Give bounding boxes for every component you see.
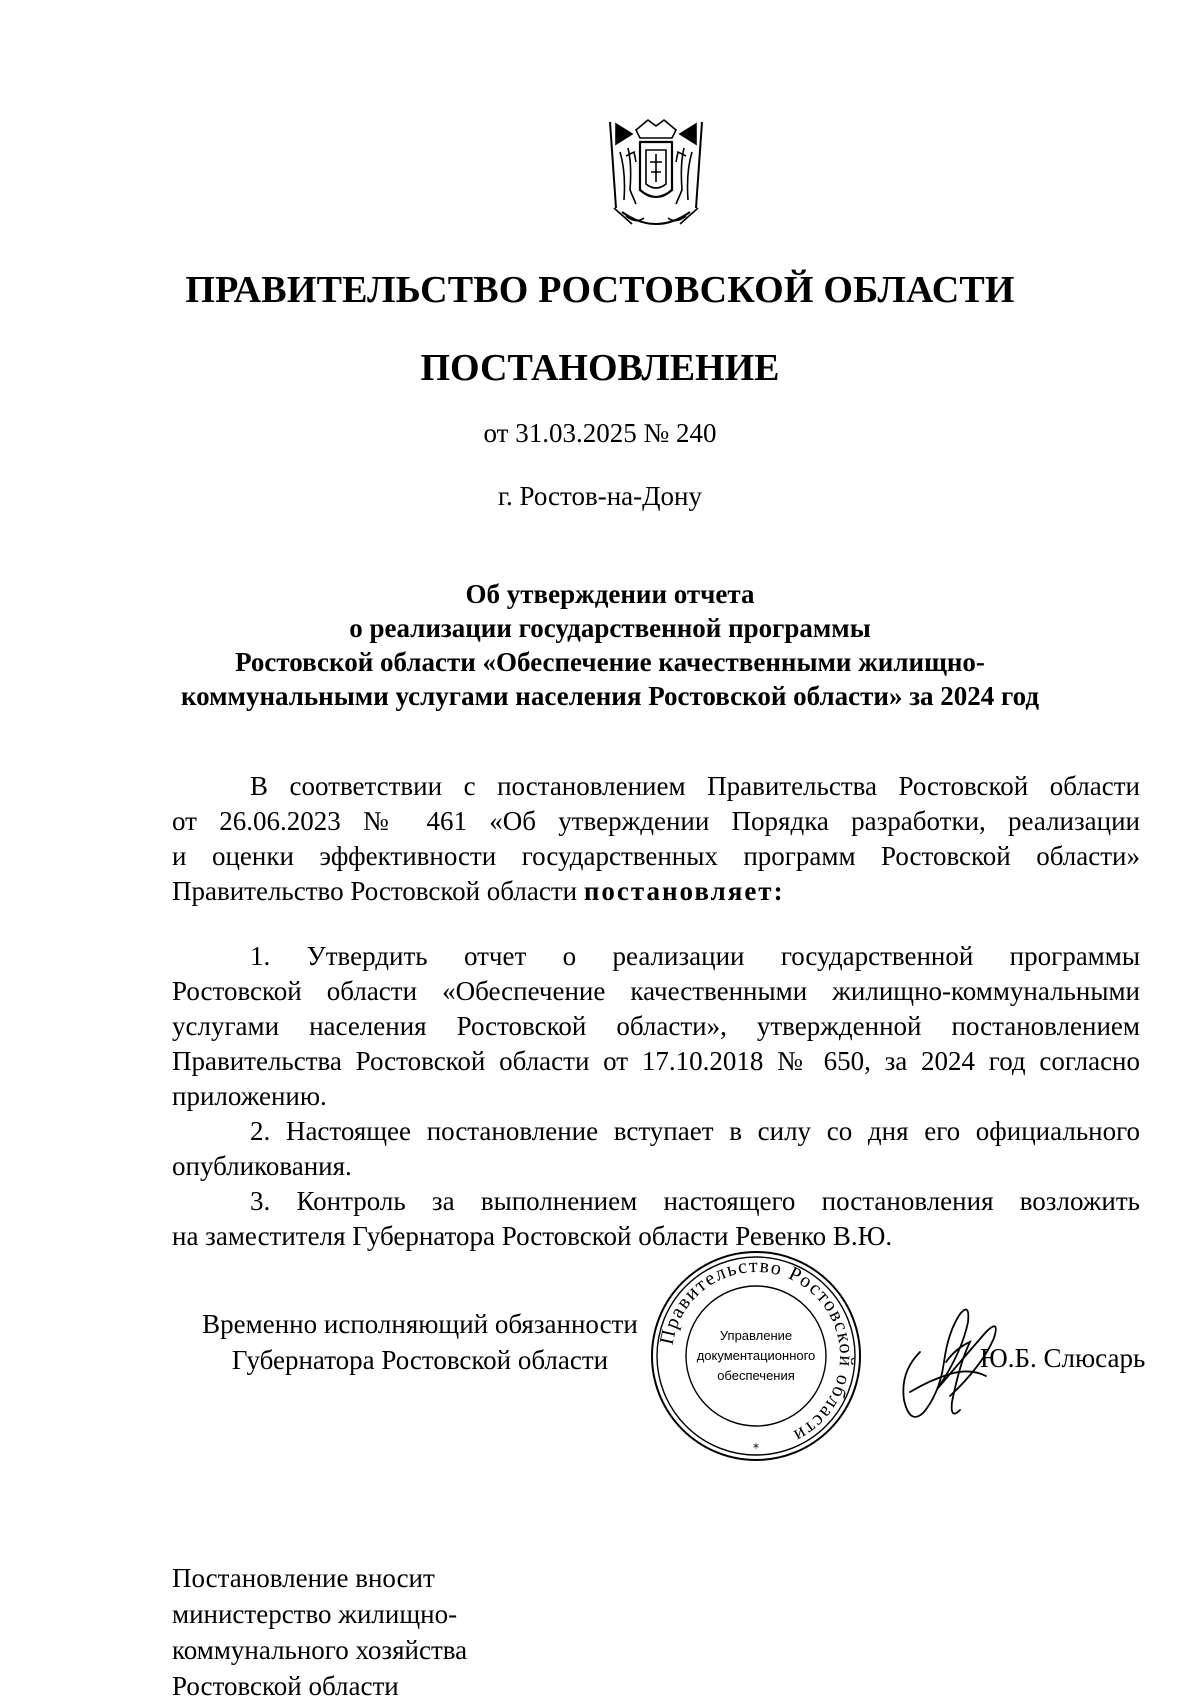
- stamp-center-line: документационного: [696, 1348, 816, 1363]
- title-line: о реализации государственной программы: [349, 613, 871, 643]
- stamp-ring-text: Правительство Ростовской области: [655, 1254, 858, 1448]
- resolves-word: постановляет:: [583, 876, 785, 906]
- title-line: Об утверждении отчета: [465, 579, 755, 609]
- position-line: Губернатора Ростовской области: [231, 1345, 609, 1375]
- document-title: [150, 577, 1070, 713]
- document-date-number: от 31.03.2025 № 240: [483, 418, 717, 448]
- footer-line: Ростовской области: [172, 1671, 399, 1701]
- item-2-line: опубликования.: [172, 1151, 352, 1181]
- item-2-line: 2. Настоящее постановление вступает в силу со дня его официального: [250, 1116, 1140, 1146]
- intro-line: В соответствии с постановлением Правительства Ростовской области: [250, 771, 1140, 801]
- footer-line: Постановление вносит: [172, 1563, 435, 1593]
- intro-last-line: [172, 874, 1140, 909]
- resolution-items: [172, 939, 1140, 1254]
- stamp-center-line: Управление: [719, 1328, 793, 1343]
- intro-line: от 26.06.2023 № 461 «Об утверждении Порядка разработки, реализации: [172, 806, 1140, 836]
- title-line: коммунальными услугами населения Ростовской области» за 2024 год: [180, 681, 1040, 711]
- intro-line: и оценки эффективности государственных программ Ростовской области»: [172, 841, 1140, 871]
- coat-of-arms-icon: [596, 112, 716, 238]
- item-1-line: Ростовской области «Обеспечение качественными жилищно-коммунальными: [172, 976, 1140, 1006]
- item-1-line: услугами населения Ростовской области», утвержденной постановлением: [172, 1011, 1140, 1041]
- intro-paragraph: [172, 769, 1140, 909]
- footer-line: министерство жилищно-: [172, 1599, 458, 1629]
- signatory-name: Ю.Б. Слюсарь: [980, 1343, 1146, 1373]
- document-type: ПОСТАНОВЛЕНИЕ: [420, 347, 780, 389]
- signatory-position: [190, 1306, 650, 1378]
- stamp-star-icon: *: [753, 1441, 759, 1455]
- intro-prefix: Правительство Ростовской области: [172, 876, 578, 906]
- item-3-line: на заместителя Губернатора Ростовской области Ревенко В.Ю.: [172, 1221, 893, 1251]
- government-name: ПРАВИТЕЛЬСТВО РОСТОВСКОЙ ОБЛАСТИ: [185, 269, 1015, 311]
- item-1-line: 1. Утвердить отчет о реализации государственной программы: [250, 941, 1140, 971]
- stamp-center-line: обеспечения: [717, 1368, 795, 1383]
- item-1-line: приложению.: [172, 1081, 327, 1111]
- item-1-line: Правительства Ростовской области от 17.10.2018 № 650, за 2024 год согласно: [172, 1046, 1140, 1076]
- footer-note: [172, 1560, 467, 1704]
- document-city: г. Ростов-на-Дону: [497, 481, 702, 511]
- title-line: Ростовской области «Обеспечение качественными жилищно-: [235, 647, 985, 677]
- official-stamp: [648, 1248, 864, 1464]
- footer-line: коммунального хозяйства: [172, 1635, 468, 1665]
- item-3-line: 3. Контроль за выполнением настоящего постановления возложить: [250, 1186, 1140, 1216]
- position-line: Временно исполняющий обязанности: [202, 1309, 638, 1339]
